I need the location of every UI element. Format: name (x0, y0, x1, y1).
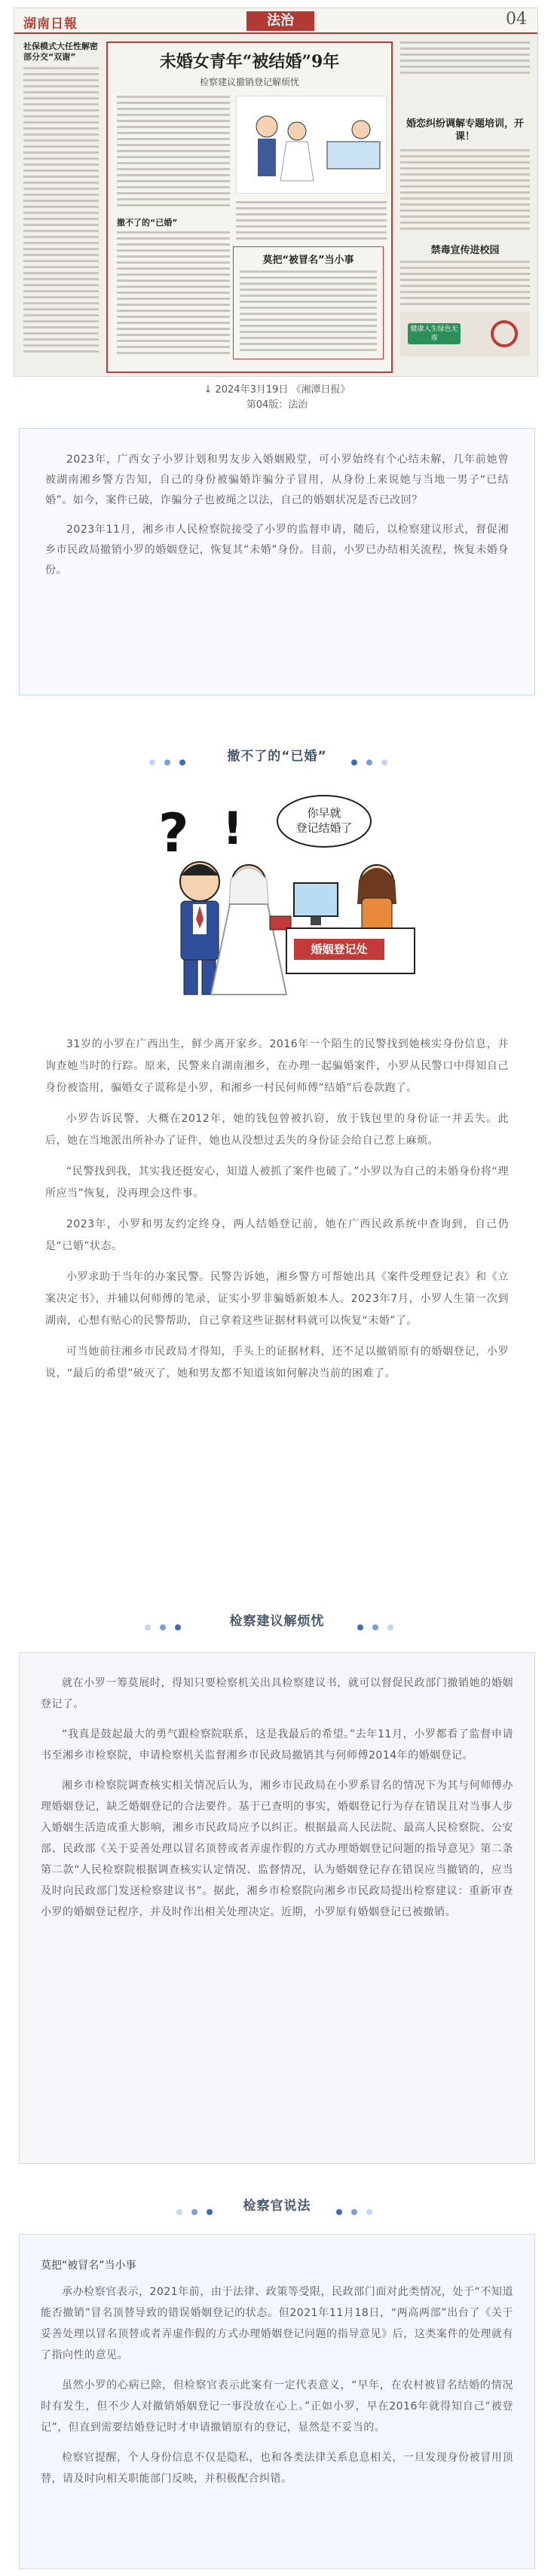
left-headline: 社保模式大任性解密部分交“双谢” (23, 41, 98, 62)
right-text-lines-bottom (400, 261, 530, 305)
lead-text-lines-3 (236, 201, 387, 243)
body-paragraph: 湘乡市检察院调查核实相关情况后认为，湘乡市民政局在小罗系冒名的情况下为其与何师傅办理婚姻登记，缺乏婚姻登记的合法要件。基于已查明的事实，婚姻登记行为存在错误且对当事人步入婚姻生活造成重大影响，湘乡市民政局应予以纠正。根据最高人民法院、最高人民检察院、公安部、民政部《关于妥善处理以冒名顶替或者弄虚作假的方式办理婚姻登记问题的指导意见》第二条第二款“人民检察院根据调查核实认定情况、监督情况，认为婚姻登记存在错误应当撤销的，应当及时向民政部门发送检察建议书”。据此，湘乡市检察院向湘乡市民政局提出检察建议：重新审查小罗的婚姻登记程序，并及时作出相关处理决定。近期，小罗原有婚姻登记已被撤销。 (41, 1780, 513, 1918)
intro-paragraph: 2023年11月，湘乡市人民检察院接受了小罗的监督申请，随后，以检察建议形式，督促湘乡市民政局撤销小罗的婚姻登记，恢复其“未婚”身份。目前，小罗已办结相关流程，恢复未婚身份。 (45, 524, 509, 576)
section2-box (19, 1652, 535, 2164)
svg-text:婚姻登记处: 婚姻登记处 (311, 943, 368, 956)
newspaper-masthead (14, 8, 537, 34)
body-paragraph: 2023年，小罗和男友约定终身，两人结婚登记前，她在广西民政系统中查询到，自己仍是“已婚”状态。 (45, 1218, 509, 1252)
right-column (400, 41, 530, 373)
lead-subhead: 撤不了的“已婚” (117, 218, 178, 228)
sidebox-title: 莫把“被冒名”当小事 (262, 255, 354, 266)
svg-text:!: ! (222, 802, 243, 855)
heading-dots-right (332, 2204, 377, 2218)
svg-text:?: ? (158, 802, 189, 864)
no-drugs-icon (491, 320, 518, 347)
caption-page: 第04版：法治 (246, 399, 308, 411)
lead-cartoon (236, 96, 387, 194)
sidebox-text-lines (234, 266, 383, 359)
lead-headline: 未婚女青年“被结婚”9年 (159, 52, 340, 72)
marriage-registration-illustration (136, 791, 422, 1002)
section-title: 撤不了的“已婚” (227, 749, 327, 764)
anti-drug-ad (400, 311, 530, 356)
section-label: 法治 (246, 11, 314, 31)
lead-text-lines-2 (117, 231, 230, 358)
newspaper-page-image[interactable] (14, 8, 538, 377)
page-number: 04 (506, 10, 527, 29)
intro-paragraph: 2023年，广西女子小罗计划和男友步入婚姻殿堂，可小罗始终有个心结未解，几年前她曾被湖南湘乡警方告知，自己的身份被骗婚诈骗分子冒用，从身份上来说她与当地一男子“已结婚”。如今，案件已破，诈骗分子也被绳之以法，自己的婚姻状况是否已改回？ (45, 454, 509, 506)
heading-dots-right (353, 1619, 398, 1633)
lead-subheadline: 检察建议撤销登记解烦忧 (199, 77, 299, 87)
heading-dots-left (172, 2204, 217, 2218)
body-paragraph: 虽然小罗的心病已除，但检察官表示此案有一定代表意义，“早年，在农村被冒名结婚的情况时有发生，但不少人对撤销婚姻登记一事没放在心上。”正如小罗，早在2016年就得知自己“被登记”，但直到需要结婚登记时才申请撤销原有的登记，显然是不妥当的。 (41, 2379, 513, 2434)
lead-article (106, 41, 393, 373)
section3-tagline: 莫把“被冒名”当小事 (41, 2260, 136, 2272)
heading-dots-left (145, 754, 190, 769)
body-paragraph: 就在小罗一筹莫展时，得知只要检察机关出具检察建议书，就可以督促民政部门撤销她的婚姻登记了。 (41, 1677, 513, 1710)
left-text-lines (23, 67, 99, 353)
body-paragraph: 31岁的小罗在广西出生，鲜少离开家乡。2016年一个陌生的民警找到她核实身份信息，并询查她当时的行踪。原来，民警来自湖南湘乡，在办理一起骗婚案件，小罗从民警口中得知自己身份被盗用，骗婚女子谎称是小罗，和湘乡一村民何师傅“结婚”后卷款跑了。 (45, 1038, 509, 1094)
right-headline-2: 禁毒宣传进校园 (430, 245, 500, 256)
right-headline-1: 婚恋纠纷调解专题培训，开课！ (406, 118, 524, 142)
section3-box (19, 2234, 535, 2569)
right-text-lines-top (400, 41, 530, 74)
svg-text:登记结婚了: 登记结婚了 (295, 821, 353, 835)
body-paragraph: 可当她前往湘乡市民政局才得知，手头上的证据材料，还不足以撤销原有的婚姻登记，小罗说，“最后的希望”破灭了，她和男友都不知道该如何解决当前的困难了。 (45, 1346, 509, 1380)
section-title: 检察建议解烦忧 (229, 1614, 325, 1629)
body-paragraph: 小罗求助于当年的办案民警。民警告诉她，湘乡警方可帮她出具《案件受理登记表》和《立案决定书》，并辅以何师傅的笔录，证实小罗非骗婚新娘本人。2023年7月，小罗人生第一次到湖南，心想有贴心的民警帮助，自己拿着这些证据材料就可以恢复“未婚”了。 (45, 1271, 509, 1327)
newspaper-logo: 湖南日報 (23, 17, 78, 32)
body-paragraph: 承办检察官表示，2021年前，由于法律、政策等受限，民政部门面对此类情况，处于“不知道能否撤销”冒名顶替导致的错误婚姻登记的状态。但2021年11月18日，“两高两部”出台了《关于妥善处理以冒名顶替或者弄虚作假的方式办理婚姻登记问题的指导意见》后，这类案件的处理就有了指向性的意见。 (41, 2286, 513, 2361)
lead-text-lines (117, 96, 230, 210)
ad-label: 健康人生绿色无毒 (408, 323, 461, 344)
lead-sidebox (233, 246, 384, 359)
section-heading-1 (0, 745, 554, 768)
body-paragraph: 检察官提醒，个人身份信息不仅是隐私，也和各类法律关系息息相关，一旦发现身份被冒用顶替，请及时向相关职能部门反映，并积极配合纠错。 (41, 2452, 513, 2485)
body-paragraph: “我真是鼓起最大的勇气跟检察院联系，这是我最后的希望。”去年11月，小罗都看了监督申请书至湘乡市检察院，申请检察机关监督湘乡市民政局撤销其与何师傅2014年的婚姻登记。 (41, 1728, 513, 1762)
heading-dots-right (347, 754, 392, 769)
caption-date: ↓ 2024年3月19日 《湘潭日报》 (204, 384, 350, 396)
section1-body (45, 1034, 509, 1394)
section-heading-3 (0, 2195, 554, 2217)
section-heading-2 (0, 1610, 554, 1633)
right-text-lines-mid (400, 149, 530, 230)
image-caption (0, 383, 554, 413)
svg-text:你早就: 你早就 (307, 806, 341, 820)
body-paragraph: 小罗告诉民警，大概在2012年，她的钱包曾被扒窃，放于钱包里的身份证一并丢失。此后，她在当地派出所补办了证件，她也从没想过丢失的身份证会给自己惹上麻烦。 (45, 1113, 509, 1147)
intro-box (19, 428, 535, 695)
heading-dots-left (140, 1619, 185, 1633)
body-paragraph: “民警找到我，其实我还挺安心，知道人被抓了案件也破了。”小罗以为自己的未婚身份将“理所应当”恢复，没再理会这件事。 (45, 1166, 509, 1199)
left-column (23, 41, 99, 373)
section-title: 检察官说法 (243, 2199, 311, 2214)
